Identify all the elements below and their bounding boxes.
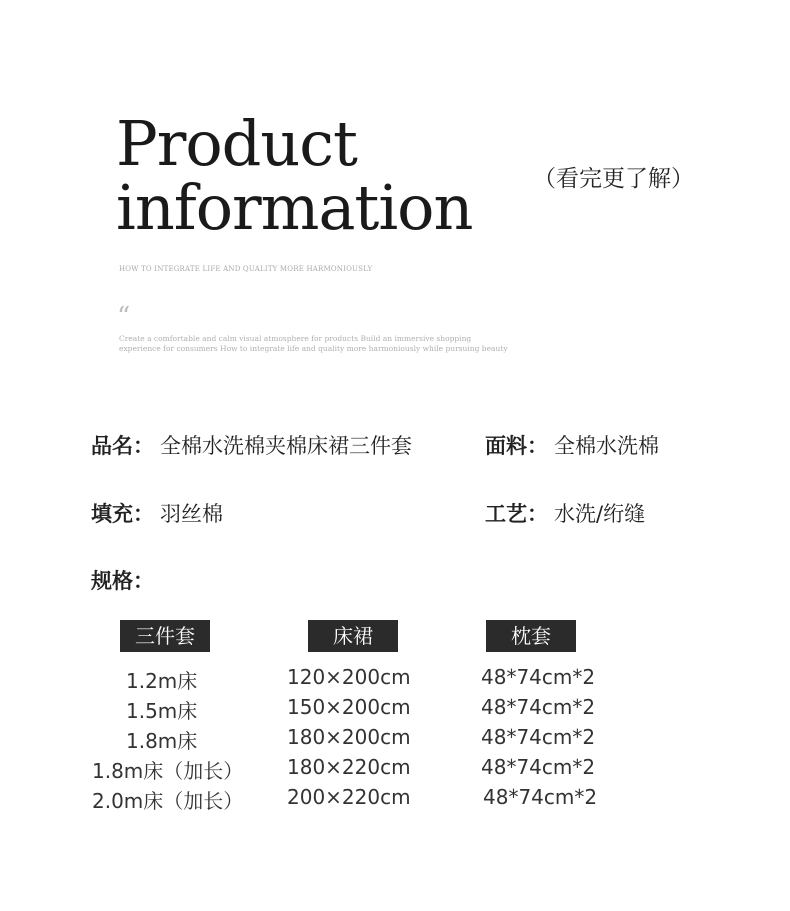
spec-bedskirt-cell: 180×220cm [287,755,411,779]
tagline: HOW TO INTEGRATE LIFE AND QUALITY MORE HARMONIOUSLY [119,265,373,273]
spec-pillowcase-cell: 48*74cm*2 [481,725,596,749]
fabric-label: 面料： [485,434,548,458]
hero-title [116,107,473,244]
spec-size-cell: 1.8m床 [126,729,198,753]
product-name-value: 全棉水洗棉夹棉床裙三件套 [160,434,412,458]
spec-header-bedskirt: 床裙 [308,620,398,652]
spec-field [91,565,154,595]
filling-value: 羽丝棉 [160,502,223,526]
spec-bedskirt-cell: 180×200cm [287,725,411,749]
craft-value: 水洗/绗缝 [554,502,646,526]
spec-size-cell: 1.8m床（加长） [92,759,244,783]
spec-size-cell: 1.5m床 [126,699,198,723]
hero-title-line1: Product [116,107,357,180]
spec-header-pillowcase: 枕套 [486,620,576,652]
fabric-field [485,430,659,460]
filling-field [91,498,223,528]
spec-pillowcase-cell: 48*74cm*2 [483,785,598,809]
fabric-value: 全棉水洗棉 [554,434,659,458]
spec-pillowcase-cell: 48*74cm*2 [481,755,596,779]
craft-label: 工艺： [485,502,548,526]
spec-size-cell: 2.0m床（加长） [92,789,244,813]
product-name-field [91,430,412,460]
blurb-text: Create a comfortable and calm visual atmosphere for products Build an immersive shopping experience for consumers How to integrate life and quality more harmoniously while pursuing beauty [119,334,508,353]
spec-header-set: 三件套 [120,620,210,652]
product-name-label: 品名： [91,434,154,458]
quote-mark-icon: “ [117,302,131,332]
hero-title-line2: information [116,171,473,244]
spec-bedskirt-cell: 120×200cm [287,665,411,689]
spec-pillowcase-cell: 48*74cm*2 [481,665,596,689]
filling-label: 填充： [91,502,154,526]
spec-bedskirt-cell: 150×200cm [287,695,411,719]
spec-label: 规格： [91,569,154,593]
spec-bedskirt-cell: 200×220cm [287,785,411,809]
spec-pillowcase-cell: 48*74cm*2 [481,695,596,719]
spec-size-cell: 1.2m床 [126,669,198,693]
see-more-caption: （看完更了解） [533,166,694,192]
craft-field [485,498,645,528]
